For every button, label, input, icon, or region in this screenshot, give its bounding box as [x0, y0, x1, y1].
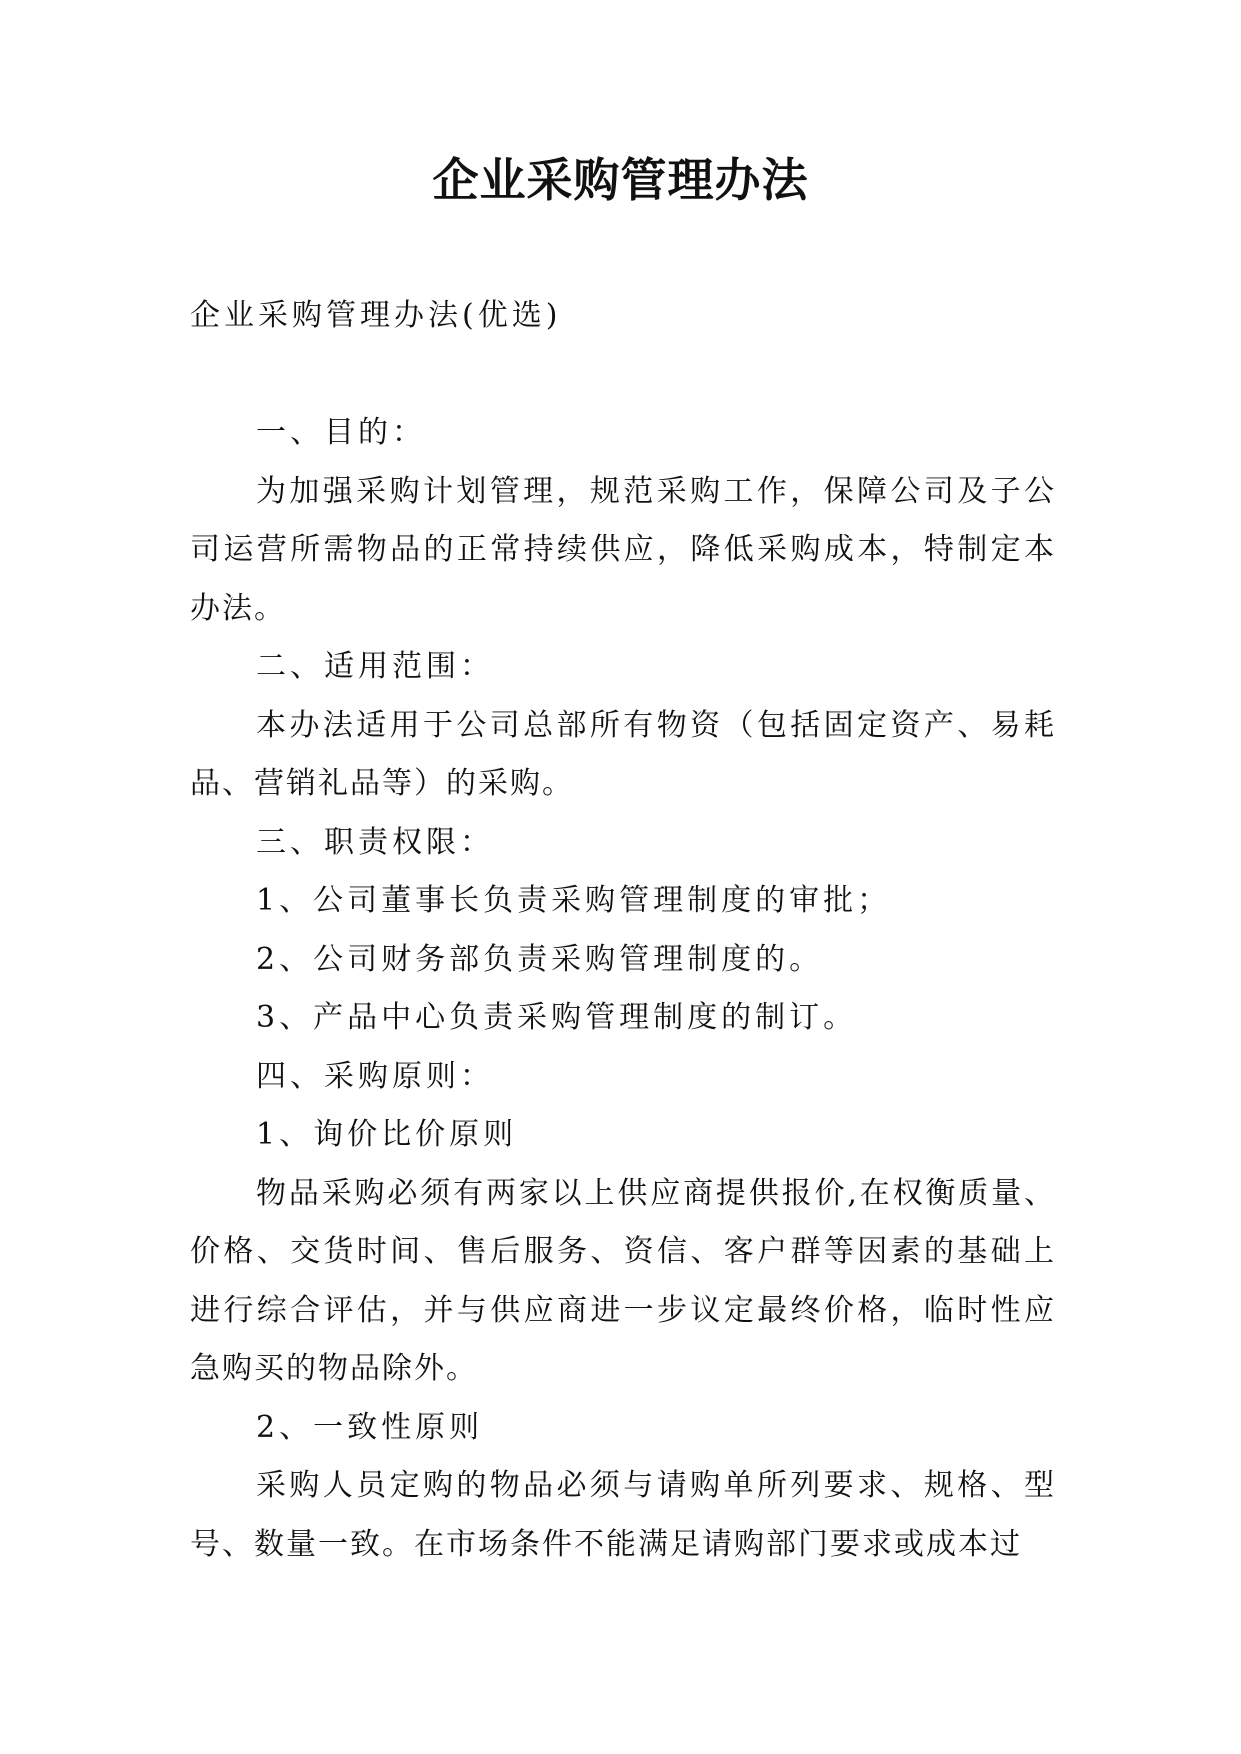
paragraph-line: 本办法适用于公司总部所有物资（包括固定资产、易耗 [256, 707, 1056, 743]
paragraph-line: 为加强采购计划管理，规范采购工作，保障公司及子公 [256, 473, 1056, 509]
document-body [190, 404, 1056, 1574]
section-heading [190, 1106, 1056, 1165]
paragraph-line: 采购人员定购的物品必须与请购单所列要求、规格、型 [256, 1468, 1056, 1503]
section-heading [190, 1048, 1056, 1107]
paragraph-line: 二、适用范围： [256, 649, 494, 684]
paragraph-line: 三、职责权限： [256, 824, 494, 860]
paragraph [190, 1457, 1056, 1574]
section-heading [190, 638, 1056, 697]
document-title: 企业采购管理办法 [432, 153, 809, 207]
section-heading [190, 931, 1056, 990]
paragraph-line: 号、数量一致。在市场条件不能满足请购部门要求或成本过 [190, 1526, 1022, 1562]
paragraph-line: 3、产品中心负责采购管理制度的制订。 [256, 1000, 858, 1035]
paragraph [190, 463, 1056, 639]
paragraph [190, 1165, 1056, 1399]
section-heading [190, 872, 1056, 931]
paragraph-line: 四、采购原则： [256, 1058, 494, 1094]
paragraph-line: 司运营所需物品的正常持续供应，降低采购成本，特制定本 [190, 532, 1056, 567]
paragraph-line: 办法。 [190, 590, 286, 626]
section-heading [190, 404, 1056, 463]
paragraph-line: 品、营销礼品等）的采购。 [190, 766, 574, 801]
document-subtitle: 企业采购管理办法(优选) [190, 298, 562, 333]
paragraph-line: 1、公司董事长负责采购管理制度的审批； [256, 883, 892, 918]
paragraph-line: 1、询价比价原则 [256, 1117, 518, 1152]
section-heading [190, 989, 1056, 1048]
paragraph-line: 2、一致性原则 [256, 1409, 484, 1445]
paragraph [190, 697, 1056, 814]
paragraph-line: 2、公司财务部负责采购管理制度的。 [256, 941, 824, 977]
paragraph-line: 急购买的物品除外。 [190, 1351, 478, 1386]
paragraph-line: 物品采购必须有两家以上供应商提供报价,在权衡质量、 [256, 1175, 1056, 1211]
paragraph-line: 一、目的： [256, 415, 426, 450]
section-heading [190, 814, 1056, 873]
section-heading [190, 1399, 1056, 1458]
paragraph-line: 进行综合评估，并与供应商进一步议定最终价格，临时性应 [190, 1292, 1056, 1328]
paragraph-line: 价格、交货时间、售后服务、资信、客户群等因素的基础上 [190, 1234, 1056, 1269]
